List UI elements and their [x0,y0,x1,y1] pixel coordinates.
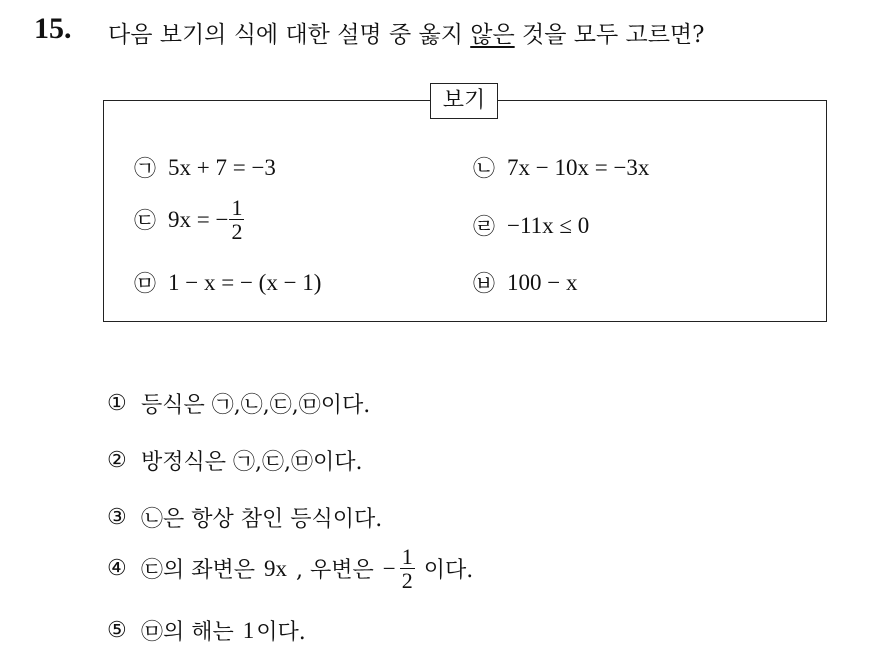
option-number-5: ⑤ [107,618,127,643]
question-text [108,16,704,49]
example-expr-4: −11x ≤ 0 [507,212,590,238]
option-1 [107,388,370,419]
fraction-denominator: 2 [231,219,243,245]
example-marker-4: ㉣ [472,215,495,240]
option-number-1: ① [107,391,127,416]
example-expr-3: 9x = − [168,206,229,232]
example-item-5 [132,267,321,298]
option-2 [107,445,363,476]
option-number-4: ④ [107,556,127,582]
option-text-4c: 이다. [423,558,474,584]
example-item-6 [471,267,577,298]
fraction-numerator: 1 [401,544,413,569]
option-text-1: 등식은 ㉠,㉡,㉢,㉤이다. [141,393,371,418]
question-text-part2: 것을 모두 고르면? [514,22,705,48]
example-box-title: 보기 [430,83,498,119]
option-math-4: 9x [264,555,288,581]
example-item-3 [132,196,244,243]
example-fraction-3 [229,196,244,243]
question-underlined-word: 않은 [470,22,515,48]
example-marker-3: ㉢ [133,209,156,235]
option-text-5a: ㉤의 해는 [141,620,234,645]
example-marker-6: ㉥ [472,272,495,297]
option-text-4a: ㉢의 좌변은 [141,558,256,584]
example-expr-5: 1 − x = − (x − 1) [168,269,322,295]
option-number-3: ③ [107,505,127,530]
option-text-4b: , 우변은 [296,558,374,584]
option-text-2: 방정식은 ㉠,㉢,㉤이다. [141,450,363,475]
option-3 [107,502,382,533]
example-marker-5: ㉤ [133,272,156,297]
option-text-5b: 이다. [256,620,306,645]
option-fraction-4 [400,545,415,592]
example-expr-6: 100 − x [507,269,578,295]
question-number: 15. [34,12,72,45]
option-text-3: ㉡은 항상 참인 등식이다. [141,507,383,532]
example-item-1 [132,152,276,183]
option-5 [107,615,306,646]
example-expr-1: 5x + 7 = −3 [168,154,276,180]
example-marker-1: ㉠ [133,157,156,182]
example-item-2 [471,152,649,183]
question-text-part1: 다음 보기의 식에 대한 설명 중 옳지 [108,22,471,48]
fraction-numerator: 1 [231,195,243,220]
example-expr-2: 7x − 10x = −3x [507,154,650,180]
option-4 [107,545,473,592]
example-item-4 [471,210,589,241]
option-number-2: ② [107,448,127,473]
option-math-5: 1 [242,617,255,643]
example-marker-2: ㉡ [472,157,495,182]
fraction-denominator: 2 [401,568,413,594]
option-frac-sign-4: − [382,555,396,581]
